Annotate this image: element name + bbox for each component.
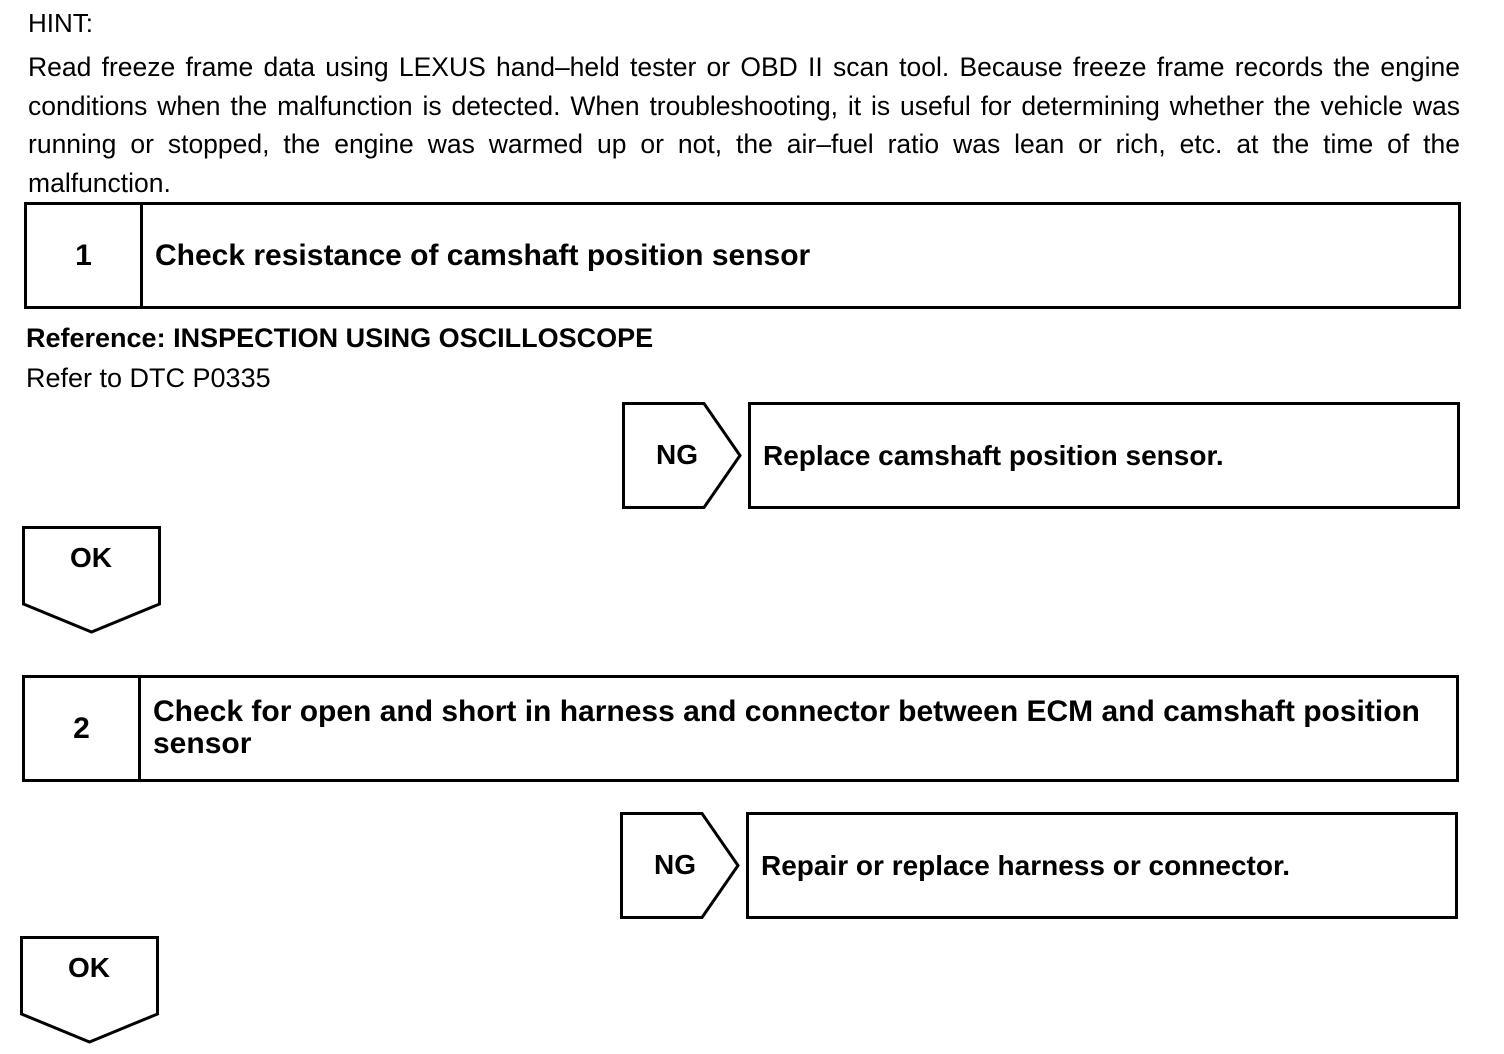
step-2-ng-label: NG <box>654 849 696 880</box>
step-2-title: Check for open and short in harness and connector between ECM and camshaft position sensor <box>153 695 1420 760</box>
step-1-number: 1 <box>27 205 143 306</box>
step-1-title: Check resistance of camshaft position sensor <box>155 238 811 272</box>
step-1-ng-action: Replace camshaft position sensor. <box>748 402 1460 509</box>
step-2-ng-action: Repair or replace harness or connector. <box>746 812 1458 919</box>
step-2-number: 2 <box>25 678 141 779</box>
step-1-ng-arrow <box>622 402 742 508</box>
step-1-ok-label: OK <box>70 542 112 573</box>
step-2-ng-arrow <box>620 812 740 918</box>
step-2-ok-label: OK <box>68 952 110 983</box>
step-2-ok-arrow <box>20 936 160 1044</box>
reference-title: Reference: INSPECTION USING OSCILLOSCOPE <box>26 323 654 353</box>
step-1-ok-arrow <box>22 526 162 634</box>
step-1-ng-label: NG <box>656 439 698 470</box>
hint-label: HINT: <box>28 8 93 38</box>
hint-text: Read freeze frame data using LEXUS hand–held tester or OBD II scan tool. Because freeze frame records the engine conditions when the malfunction is detected. When troubleshooting, it is useful for determining whether the vehicle was running or stopped, the engine was warmed up or not, the air–fuel ratio was lean or rich, etc. at the time of the malfunction. <box>28 52 1460 198</box>
reference-text: Refer to DTC P0335 <box>26 363 271 393</box>
step-2-box <box>22 675 1459 782</box>
step-1-box <box>24 202 1461 309</box>
